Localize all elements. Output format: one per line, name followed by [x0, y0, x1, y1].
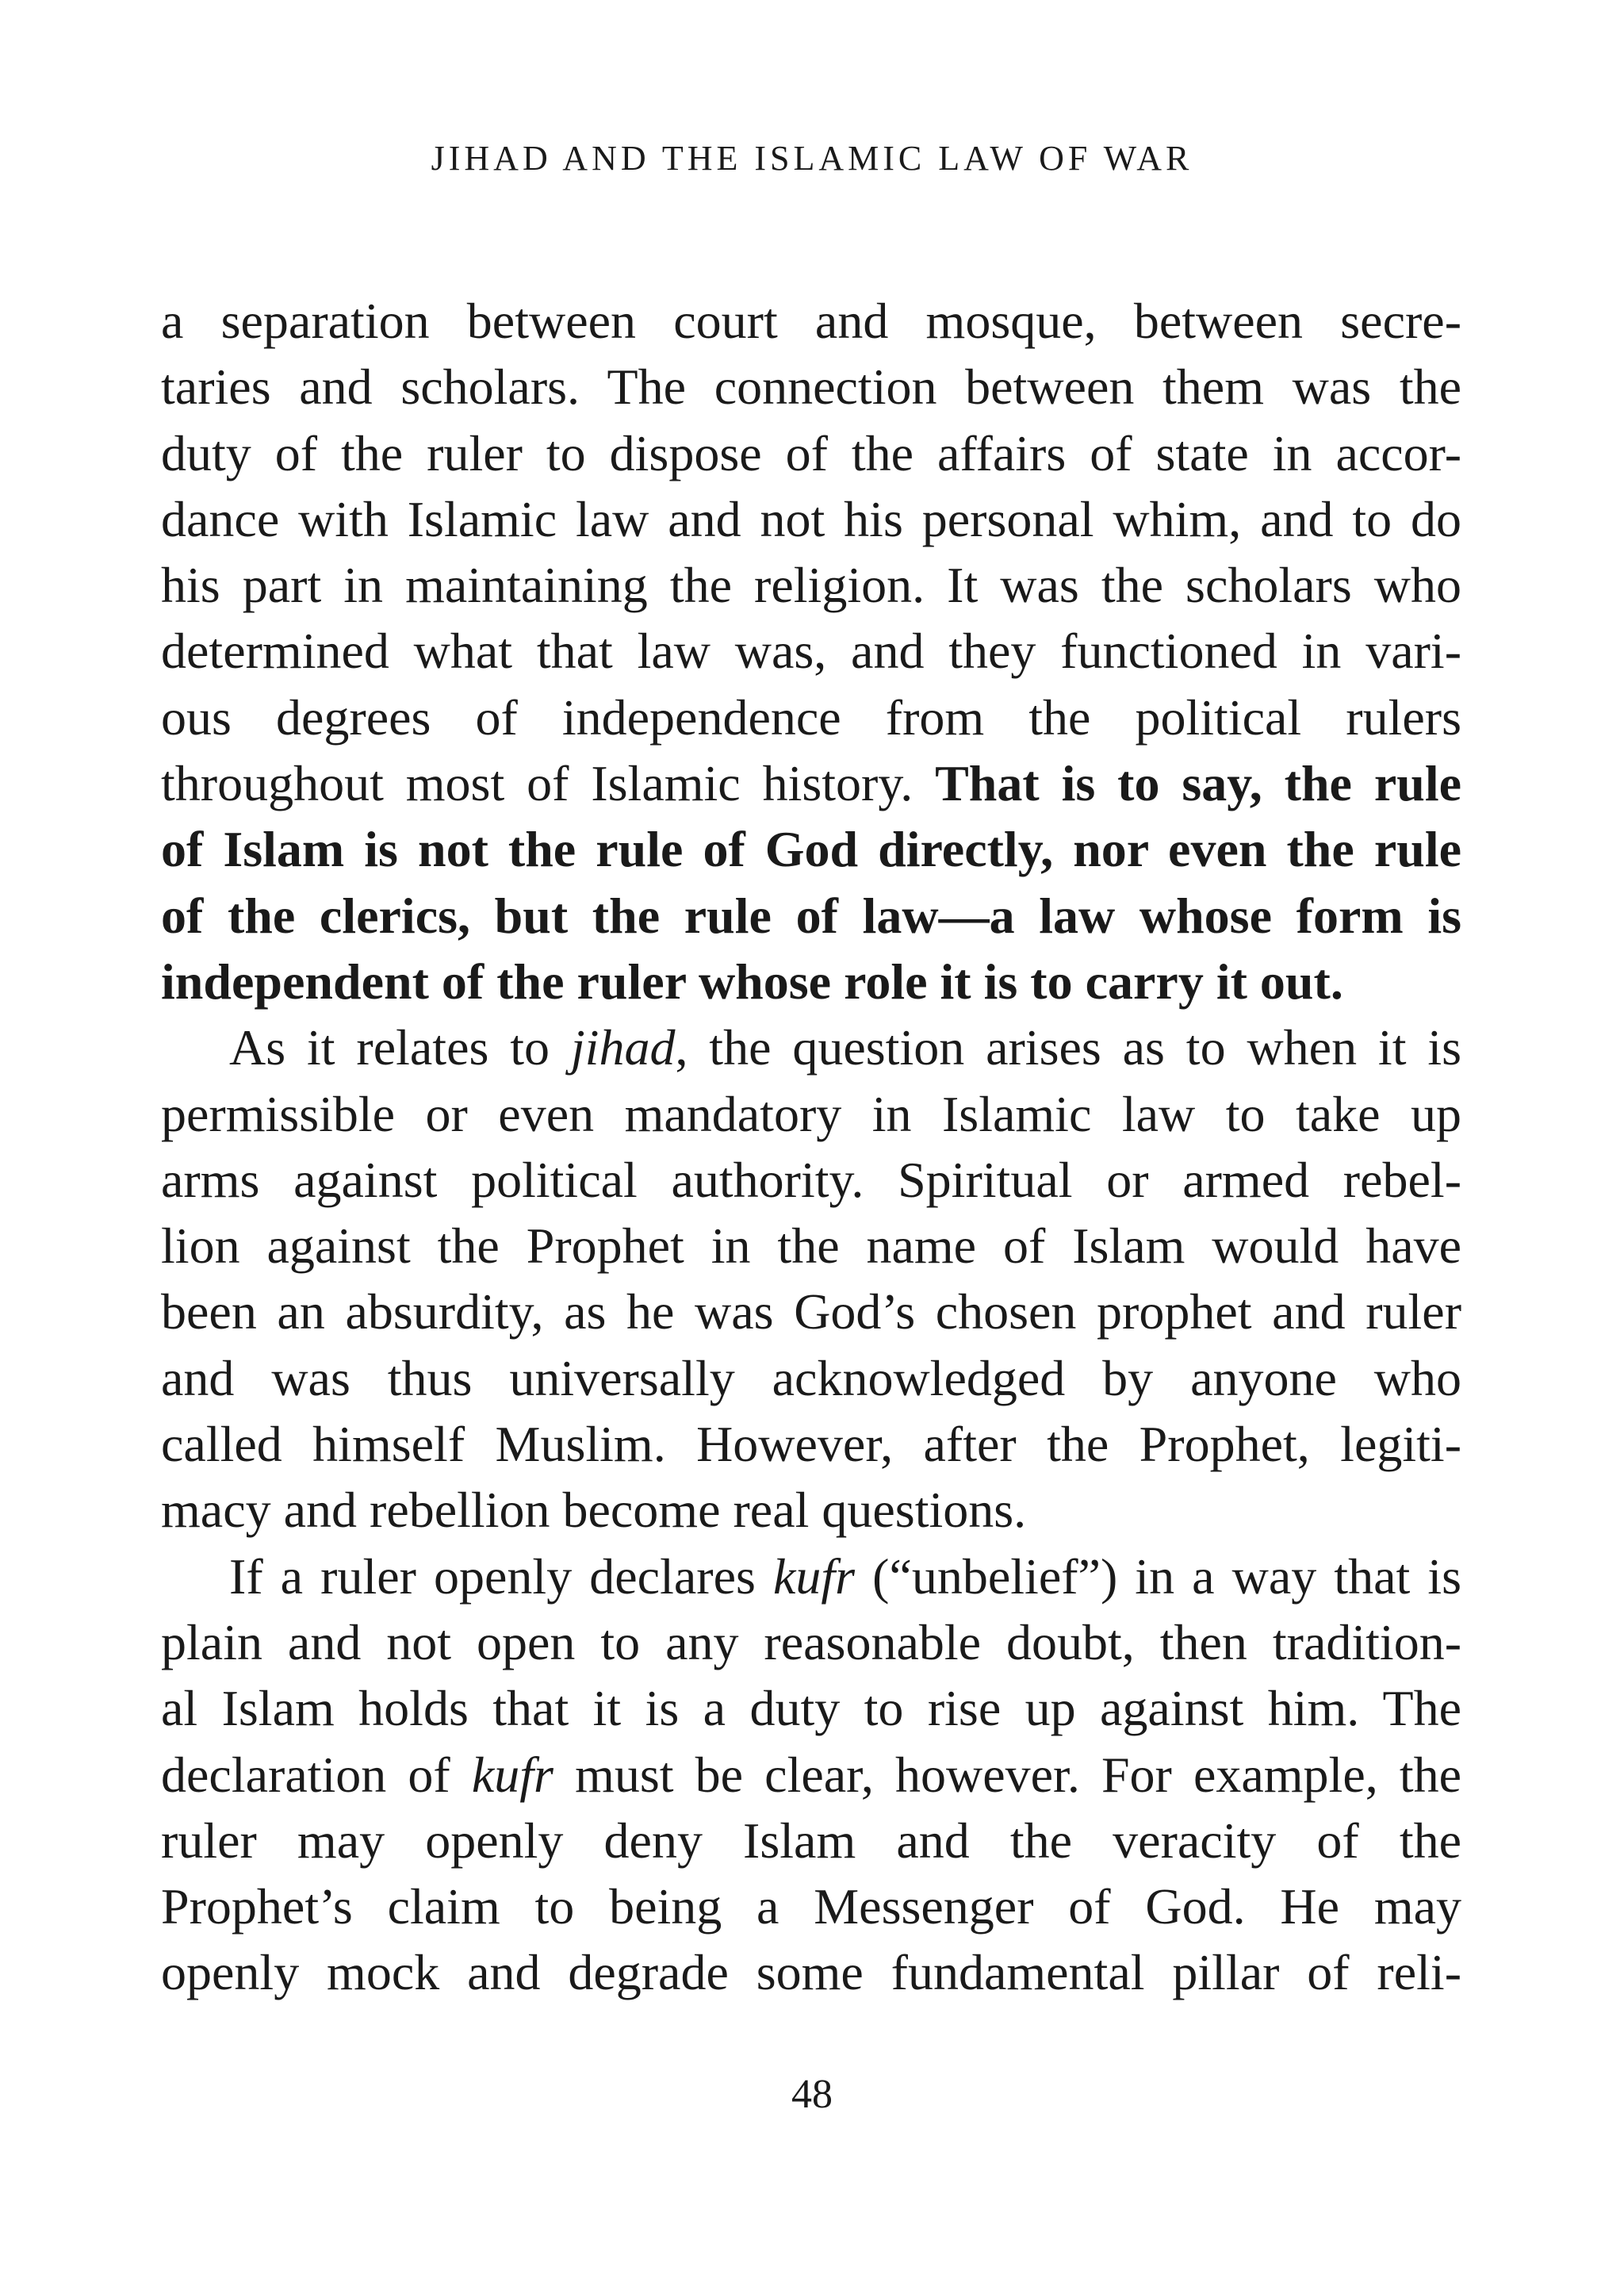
text-line: called himself Muslim. However, after the Prophet, legiti- [161, 1416, 1461, 1473]
text-line: declaration of kufr must be clear, however. For example, the [161, 1746, 1462, 1803]
text-line: throughout most of Islamic history. That is to say, the rule [161, 755, 1462, 812]
body-text [161, 288, 1461, 2006]
text-line: lion against the Prophet in the name of Islam would have [161, 1218, 1461, 1275]
text-line: dance with Islamic law and not his personal whim, and to do [161, 490, 1461, 547]
running-head: JIHAD AND THE ISLAMIC LAW OF WAR [431, 139, 1193, 178]
text-line: al Islam holds that it is a duty to rise up against him. The [161, 1680, 1461, 1737]
text-line: permissible or even mandatory in Islamic law to take up [161, 1085, 1461, 1142]
text-line: and was thus universally acknowledged by anyone who [161, 1349, 1461, 1406]
text-line: ruler may openly deny Islam and the veracity of the [161, 1812, 1461, 1869]
bold-emphasis: of Islam is not the rule of God directly, nor even the rule [161, 821, 1461, 878]
text-line [161, 883, 1461, 949]
text-line: macy and rebellion become real questions. [161, 1482, 1027, 1539]
bold-emphasis: independent of the ruler whose role it is to carry it out. [161, 953, 1343, 1010]
text-line: Prophet’s claim to being a Messenger of God. He may [161, 1878, 1461, 1935]
bold-emphasis: of the clerics, but the rule of law—a law whose form is [161, 887, 1461, 944]
text-line: duty of the ruler to dispose of the affairs of state in accor- [161, 424, 1461, 481]
text-line: arms against political authority. Spiritual or armed rebel- [161, 1151, 1461, 1208]
text-line: determined what that law was, and they functioned in vari- [161, 623, 1461, 680]
text-line [161, 816, 1461, 882]
text-line: his part in maintaining the religion. It was the scholars who [161, 557, 1461, 614]
text-line: taries and scholars. The connection between them was the [161, 359, 1461, 416]
page-number: 48 [791, 2072, 833, 2117]
text-line [161, 949, 1461, 1014]
italic-term: jihad [570, 1019, 676, 1076]
text-line: plain and not open to any reasonable doubt, then tradition- [161, 1613, 1461, 1670]
text-line: a separation between court and mosque, between secre- [161, 293, 1461, 349]
paragraph-start-line: If a ruler openly declares kufr (“unbelief”) in a way that is [229, 1547, 1462, 1605]
text-line: ous degrees of independence from the political rulers [161, 688, 1461, 746]
bold-emphasis: That is to say, the rule [935, 755, 1462, 812]
italic-term: kufr [471, 1746, 553, 1803]
text-line: openly mock and degrade some fundamental pillar of reli- [161, 1944, 1461, 2001]
italic-term: kufr [772, 1547, 856, 1605]
text-line: been an absurdity, as he was God’s chosen prophet and ruler [161, 1283, 1461, 1340]
paragraph-start-line: As it relates to jihad, the question arises as to when it is [229, 1019, 1462, 1076]
